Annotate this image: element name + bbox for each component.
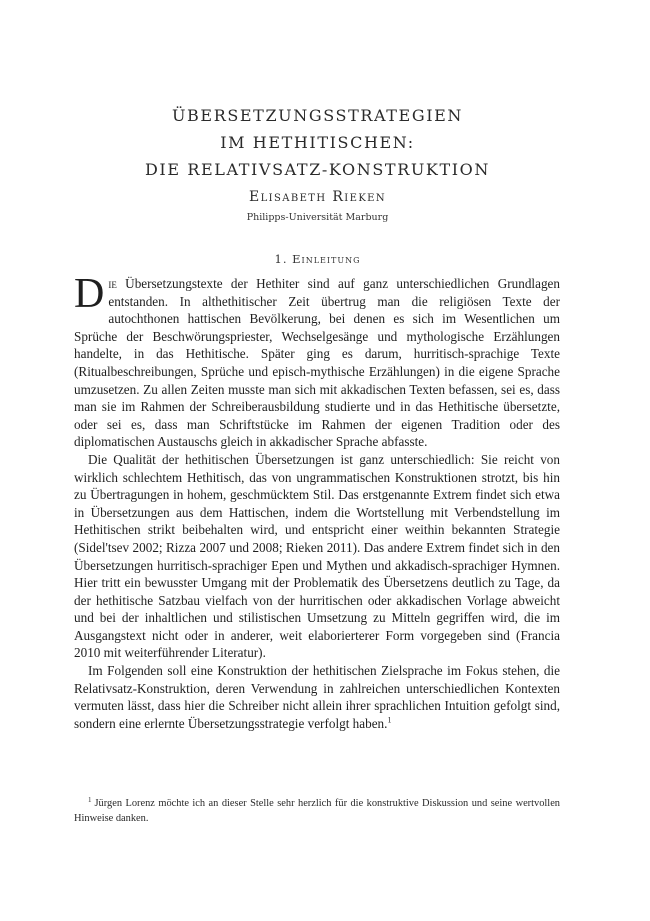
title-line-2: IM HETHITISCHEN: [220,133,415,152]
paragraph-1-smallcaps: ie [108,276,117,291]
paragraph-1-text: Übersetzungstexte der Hethiter sind auf ganz unterschiedlichen Grundlagen entstanden. In althethitischer Zeit übertrug man die religiösen Texte der autochthonen hattischen Bevölkerung, bei denen es sich im Wesentlichen um Sprüche der Beschwörungspriester, Wechselgesänge und mythologische Erzählungen handelte, in das Hethitische. Später ging es darum, hurritisch-sprachige Texte (Ritualbeschreibungen, Sprüche und episch-mythische Erzählungen) in die eigene Sprache umzusetzen. Zu allen Zeiten musste man sich mit akkadischen Texten befassen, sei es, dass man sie im Rahmen der Schreiberausbildung studierte und in das Hethitische übersetzte, oder sei es, dass man Schriftstücke im Rahmen der eigenen Tradition oder des diplomatischen Austauschs gleich in akkadischer Sprache abfasste. [74,276,560,450]
footnote-reference[interactable]: 1 [387,715,392,725]
section-heading: 1. Einleitung [274,252,361,266]
article-title [75,102,560,183]
footnote-text: Jürgen Lorenz möchte ich an dieser Stelle sehr herzlich für die konstruktive Diskussion und seine wertvollen Hinweise danken. [74,798,560,824]
drop-cap: D [74,271,105,317]
paragraph-1 [74,271,560,451]
title-line-3: DIE RELATIVSATZ-KONSTRUKTION [145,160,490,179]
author-affiliation: Philipps-Universität Marburg [246,212,389,223]
footnote-number: 1 [88,795,92,804]
author-name: Elisabeth Rieken [248,189,387,205]
body-text [74,271,560,732]
paragraph-3 [74,662,560,732]
title-line-1: ÜBERSETZUNGSSTRATEGIEN [171,106,464,125]
footnote [74,796,560,826]
paragraph-2: Die Qualität der hethitischen Übersetzungen ist ganz unterschiedlich: Sie reicht von wirklich schlechtem Hethitisch, das von ungrammatischen Konstruktionen strotzt, bis hin zu Übertragungen in hohem, geschmücktem Stil. Das erstgenannte Extrem findet sich etwa in Übersetzungen aus dem Hattischen, indem die Wortstellung mit Verbendstellung im Hethitischen strikt beibehalten wird, und entspricht einer weithin bekannten Strategie (Sidel'tsev 2002; Rizza 2007 und 2008; Rieken 2011). Das andere Extrem findet sich in den Übersetzungen hurritisch-sprachiger Epen und Mythen und akkadisch-sprachiger Hymnen. Hier tritt ein bewusster Umgang mit der Problematik des Übersetzens deutlich zu Tage, da der hethitische Satzbau vielfach von der hurritischen oder akkadischen Vorlage abweicht und bei der inhaltlichen und stilistischen Umsetzung zu Mitteln gegriffen wird, die im Ausgangstext nicht oder in anderer, weit elaborierterer Form vorgegeben sind (Francia 2010 mit weiterführender Literatur). [74,451,560,661]
paragraph-3-text: Im Folgenden soll eine Konstruktion der hethitischen Zielsprache im Fokus stehen, die Relativsatz-Konstruktion, deren Verwendung in zahlreichen unterschiedlichen Kontexten vermuten lässt, dass hier die Schreiber nicht allein ihrer sprachlichen Intuition gefolgt sind, sondern eine erlernte Übersetzungsstrategie verfolgt haben. [74,663,560,731]
